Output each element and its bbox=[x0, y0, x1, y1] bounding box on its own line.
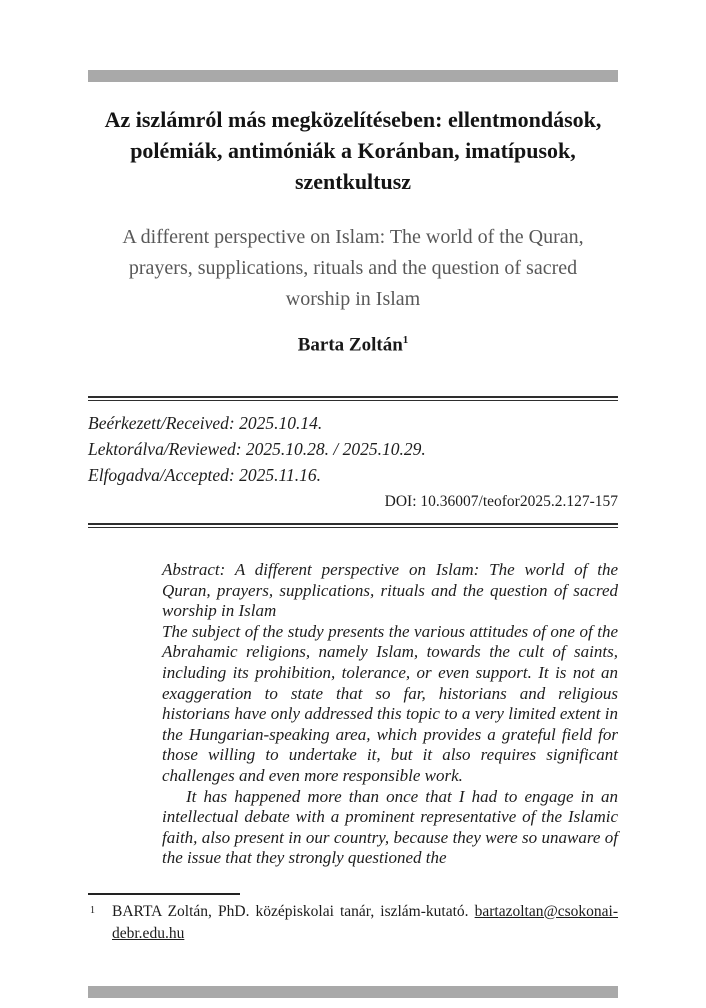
title-hu-line-2: polémiák, antimóniák a Koránban, imatípusok, bbox=[130, 138, 576, 163]
footnote-separator bbox=[88, 893, 240, 895]
footnote-text: BARTA Zoltán, PhD. középiskolai tanár, iszlám-kutató. bbox=[112, 903, 469, 920]
article-title-english bbox=[78, 222, 628, 315]
bottom-decorative-bar bbox=[88, 986, 618, 998]
author-email-link[interactable]: bartazoltan@csokonai-debr.edu.hu bbox=[112, 903, 619, 942]
reviewed-date: Lektorálva/Reviewed: 2025.10.28. / 2025.10.29. bbox=[88, 439, 426, 459]
abstract-block bbox=[162, 560, 618, 869]
title-en-line-3: worship in Islam bbox=[285, 288, 421, 310]
submission-meta-panel bbox=[88, 396, 618, 528]
abstract-heading: Abstract: A different perspective on Islam: The world of the Quran, prayers, supplications, rituals and the question of sacred worship in Islam bbox=[162, 560, 618, 621]
author-footnote-reference: 1 bbox=[402, 334, 409, 346]
meta-top-rule bbox=[88, 396, 618, 401]
title-hu-line-1: Az iszlámról más megközelítéseben: ellentmondások, bbox=[104, 107, 602, 132]
title-en-line-1: A different perspective on Islam: The world of the Quran, bbox=[122, 226, 584, 248]
meta-bottom-rule bbox=[88, 523, 618, 528]
article-title-hungarian bbox=[78, 104, 628, 197]
abstract-paragraph-1: The subject of the study presents the various attitudes of one of the Abrahamic religions, namely Islam, towards the cult of saints, including its prohibition, tolerance, or even support. It is not an exaggeration to state that so far, historians and religious historians have only addressed this topic to a very limited extent in the Hungarian-speaking area, which provides a grateful field for those willing to undertake it, but it also requires significant challenges and even more responsible work. bbox=[162, 621, 618, 785]
abstract-paragraph-2: It has happened more than once that I had to engage in an intellectual debate with a prominent representative of the Islamic faith, also present in our country, because they were so unaware of the issue that they strongly questioned the bbox=[162, 786, 618, 868]
author-name: Barta Zoltán bbox=[297, 334, 403, 356]
top-decorative-bar bbox=[88, 70, 618, 82]
title-en-line-2: prayers, supplications, rituals and the question of sacred bbox=[128, 257, 578, 279]
footnote bbox=[88, 901, 618, 945]
author-line bbox=[88, 334, 618, 356]
meta-dates bbox=[88, 410, 618, 488]
received-date: Beérkezett/Received: 2025.10.14. bbox=[88, 413, 323, 433]
doi: DOI: 10.36007/teofor2025.2.127-157 bbox=[384, 493, 618, 510]
accepted-date: Elfogadva/Accepted: 2025.11.16. bbox=[88, 465, 321, 485]
title-hu-line-3: szentkultusz bbox=[294, 169, 412, 194]
footnote-marker: 1 bbox=[90, 905, 95, 916]
